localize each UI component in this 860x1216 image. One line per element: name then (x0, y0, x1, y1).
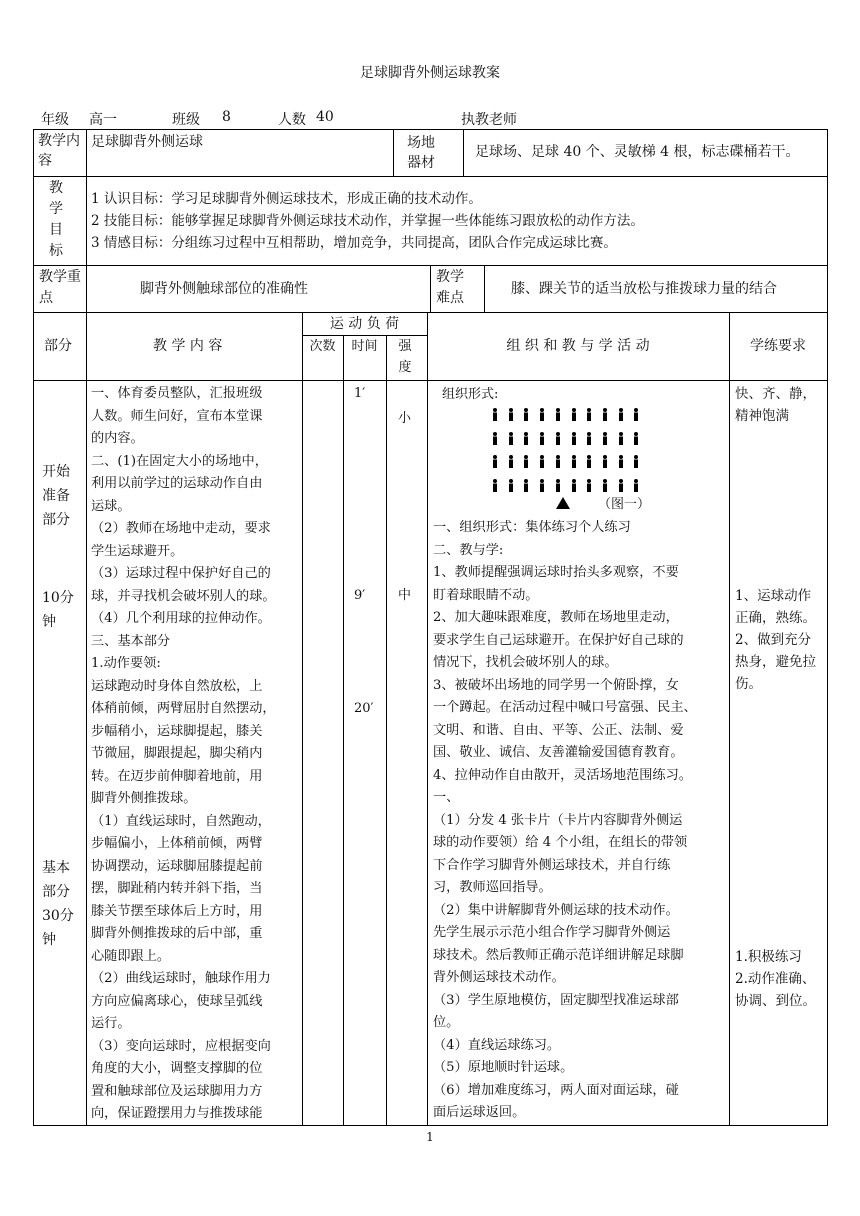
teaching-content (91, 383, 301, 1126)
part-start-minutes: 10分钟 (42, 590, 74, 630)
difficulty-value: 膝、踝关节的适当放松与推拨球力量的结合 (511, 281, 777, 297)
org-line: 先学生展示示范小组合作学习脚背外侧运 (433, 925, 671, 940)
student-icon (570, 455, 578, 470)
content-line: 人数。师生问好，宣布本堂课 (91, 408, 263, 424)
org-line: 4、拉伸动作自由散开，灵活场地范围练习。 (433, 767, 692, 783)
content-line: 膝关节摆至球体后上方时，用 (91, 903, 263, 919)
count-value: 40 (316, 109, 334, 125)
part-basic: 基本部分 (42, 860, 70, 900)
org-line: （4）直线运球练习。 (433, 1037, 561, 1053)
content-line: 学生运球避开。 (91, 543, 184, 559)
org-line: 3、被破坏出场地的同学男一个俯卧撑，女 (433, 677, 679, 693)
requirement-2 (735, 585, 816, 695)
student-icon (632, 479, 640, 494)
student-icon (491, 408, 499, 423)
difficulty-label: 教学难点 (436, 269, 464, 306)
requirement-line: 正确，熟练。 (735, 610, 816, 626)
page-title: 足球脚背外侧运球教案 (360, 65, 500, 81)
student-icon (507, 455, 515, 470)
header-part: 部分 (44, 338, 72, 354)
key-label: 教学重点 (39, 269, 81, 306)
content-line: 一、体育委员整队，汇报班级 (91, 386, 263, 401)
student-icon (554, 455, 562, 470)
student-icon (522, 479, 530, 494)
student-icon (601, 408, 609, 423)
student-icon (522, 455, 530, 470)
part-start: 开始准备部分 (42, 464, 70, 528)
intensity-2: 中 (398, 588, 412, 603)
time-1: 1′ (354, 386, 366, 401)
org-line: 情况下，找机会破坏别人的球。 (433, 655, 618, 670)
content-label: 教学内容 (38, 133, 80, 169)
content-line: 转。在迈步前伸脚着地前，用 (91, 768, 263, 784)
lesson-content: 足球脚背外侧运球 (91, 134, 203, 150)
org-line: 要求学生自己运球避开。在保护好自己球的 (433, 632, 684, 648)
content-line: 利用以前学过的运球动作自由 (91, 476, 263, 491)
content-line: 运球。 (91, 498, 131, 514)
student-icon (538, 479, 546, 494)
student-icon (585, 432, 593, 447)
header-org: 组 织 和 教 与 学 活 动 (506, 338, 650, 354)
org-activities (433, 517, 729, 1125)
student-icon (570, 479, 578, 494)
header-time: 时间 (351, 339, 378, 354)
content-line: 摆，脚趾稍内转并斜下指，当 (91, 881, 263, 896)
student-icon (570, 408, 578, 423)
student-icon (554, 408, 562, 423)
class-label: 班级 (172, 112, 200, 128)
student-icon (491, 432, 499, 447)
student-icon (632, 432, 640, 447)
content-line: 球，并寻找机会破坏别人的球。 (91, 588, 276, 604)
student-icon (617, 455, 625, 470)
content-line: 体稍前倾，两臂屈肘自然摆动， (91, 701, 276, 716)
header-req: 学练要求 (750, 338, 806, 354)
objective-3: 3 情感目标：分组练习过程中互相帮助，增加竞争，共同提高，团队合作完成运球比赛。 (91, 235, 617, 251)
student-icon (601, 455, 609, 470)
student-icon (585, 408, 593, 423)
content-line: 心随即跟上。 (91, 948, 171, 964)
org-line: 习，教师巡回指导。 (433, 880, 552, 895)
content-line: 脚背外侧推拨球。 (91, 791, 197, 806)
header-times: 次数 (309, 339, 336, 354)
requirement-line: 快、齐、静， (735, 386, 816, 402)
content-line: （4）几个利用球的拉伸动作。 (91, 611, 271, 626)
page-number: 1 (426, 1130, 434, 1144)
objective-1: 1 认识目标：学习足球脚背外侧运球技术，形成正确的技术动作。 (91, 191, 482, 207)
content-line: 协调摆动，运球脚屈膝提起前 (91, 858, 263, 874)
requirement-line: 1、运球动作 (735, 588, 812, 604)
objectives-label: 教学目标 (49, 180, 63, 259)
org-line: 球的动作要领）给 4 个小组，在组长的带领 (433, 835, 688, 850)
student-icon (538, 455, 546, 470)
org-line: （6）增加难度练习，两人面对面运球，碰 (433, 1082, 679, 1098)
org-line: （1）分发 4 张卡片（卡片内容脚背外侧运 (433, 812, 683, 828)
student-icon (507, 432, 515, 447)
content-line: （3）运球过程中保护好自己的 (91, 566, 271, 581)
content-line: （3）变向运球时，应根据变向 (91, 1038, 271, 1054)
intensity-1: 小 (398, 411, 412, 426)
requirement-3 (735, 946, 816, 1012)
student-icon (617, 408, 625, 423)
content-line: 三、基本部分 (91, 633, 171, 649)
org-line: 2、加大趣味跟难度，教师在场地里走动， (433, 610, 679, 625)
header-content: 教 学 内 容 (153, 338, 223, 354)
content-line: （1）直线运球时，自然跑动， (91, 813, 271, 829)
student-icon (585, 455, 593, 470)
requirement-line: 2、做到充分 (735, 632, 812, 648)
org-line: 背外侧运球技术动作。 (433, 970, 565, 985)
content-line: 运球跑动时身体自然放松，上 (91, 678, 263, 694)
content-line: 运行。 (91, 1016, 131, 1031)
content-line: 角度的大小，调整支撑脚的位 (91, 1061, 263, 1076)
header-intensity: 强度 (398, 339, 412, 375)
grade-label: 年级 (41, 112, 69, 128)
venue-value: 足球场、足球 40 个、灵敏梯 4 根，标志碟桶若干。 (475, 144, 800, 160)
requirement-line: 协调、到位。 (735, 993, 816, 1009)
org-line: 下合作学习脚背外侧运球技术，并自行练 (433, 857, 671, 873)
student-icon (522, 432, 530, 447)
count-label: 人数 (278, 112, 306, 128)
content-line: 1.动作要领: (91, 656, 161, 671)
requirement-line: 精神饱满 (735, 408, 789, 424)
org-line: 文明、和谐、自由、平等、公正、法制、爱 (433, 722, 684, 738)
org-line: 一个蹲起。在活动过程中喊口号富强、民主、 (433, 700, 697, 715)
org-line: 一、组织形式：集体练习个人练习 (433, 520, 631, 535)
org-line: 盯着球眼睛不动。 (433, 587, 539, 603)
org-line: 一、 (433, 790, 460, 805)
time-3: 20′ (354, 701, 374, 716)
org-line: 面后运球返回。 (433, 1105, 526, 1120)
student-icon (507, 408, 515, 423)
teacher-triangle-icon (556, 497, 570, 509)
grade-value: 高一 (89, 112, 117, 128)
org-line: （3）学生原地模仿，固定脚型找准运球部 (433, 992, 679, 1008)
content-line: 步幅稍小，运球脚提起，膝关 (91, 723, 263, 739)
content-line: 向，保证蹬摆用力与推拨球能 (91, 1106, 263, 1121)
requirement-line: 1.积极练习 (735, 949, 802, 965)
student-icon (617, 479, 625, 494)
class-value: 8 (222, 109, 231, 125)
requirement-line: 2.动作准确、 (735, 971, 816, 987)
venue-label: 场地器材 (407, 135, 435, 171)
teacher-label: 执教老师 (461, 112, 517, 128)
content-line: （2）曲线运球时，触球作用力 (91, 971, 271, 986)
org-line: 国、敬业、诚信、友善灌输爱国德育教育。 (433, 745, 684, 760)
org-line: （5）原地顺时针运球。 (433, 1060, 574, 1075)
student-icon (554, 479, 562, 494)
student-icon (601, 479, 609, 494)
student-icon (507, 479, 515, 494)
student-icon (491, 479, 499, 494)
part-basic-minutes: 30分钟 (42, 908, 74, 948)
content-line: （2）教师在场地中走动，要求 (91, 521, 271, 536)
key-value: 脚背外侧触球部位的准确性 (140, 281, 308, 297)
objective-2: 2 技能目标：能够掌握足球脚背外侧运球技术动作，并掌握一些体能练习跟放松的动作方法。 (91, 213, 644, 229)
time-2: 9′ (354, 588, 366, 603)
student-icon (632, 455, 640, 470)
org-line: 球技术。然后教师正确示范详细讲解足球脚 (433, 947, 684, 963)
student-icon (554, 432, 562, 447)
requirement-line: 热身，避免拉 (735, 654, 816, 670)
org-line: 1、教师提醒强调运球时抬头多观察，不要 (433, 565, 679, 580)
content-line: 的内容。 (91, 431, 144, 446)
org-form-label: 组织形式: (442, 387, 499, 402)
student-icon (601, 432, 609, 447)
requirement-line: 伤。 (735, 676, 762, 692)
student-icon (585, 479, 593, 494)
content-line: 脚背外侧推拨球的后中部，重 (91, 926, 263, 941)
student-icon (522, 408, 530, 423)
content-line: 步幅偏小，上体稍前倾，两臂 (91, 836, 263, 851)
content-line: 置和触球部位及运球脚用力方 (91, 1083, 263, 1099)
content-line: 方向应偏离球心，使球呈弧线 (91, 993, 263, 1009)
student-icon (538, 408, 546, 423)
org-line: 位。 (433, 1015, 460, 1030)
content-line: 节微屈，脚跟提起，脚尖稍内 (91, 746, 263, 761)
header-load: 运 动 负 荷 (329, 316, 400, 332)
org-line: （2）集中讲解脚背外侧运球的技术动作。 (433, 902, 679, 918)
student-icon (570, 432, 578, 447)
student-icon (491, 455, 499, 470)
content-line: 二、(1)在固定大小的场地中， (91, 453, 268, 469)
figure-label: （图一） (598, 497, 651, 512)
student-icon (632, 408, 640, 423)
student-icon (617, 432, 625, 447)
requirement-1 (735, 383, 816, 427)
org-line: 二、教与学: (433, 542, 504, 558)
student-icon (538, 432, 546, 447)
